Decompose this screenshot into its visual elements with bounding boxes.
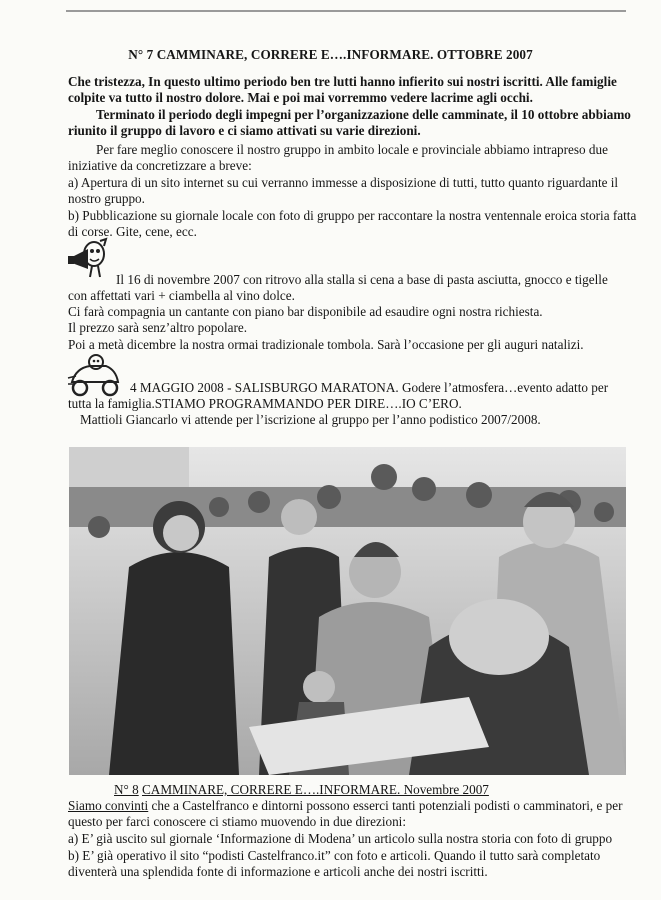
group-photo [69, 447, 626, 775]
dinner-line-2: con affettati vari + ciambella al vino dolce. [68, 288, 295, 303]
top-rule [66, 10, 626, 12]
section-8-intro [68, 798, 644, 831]
item-a-website: a) Apertura di un sito internet su cui verranno immesse a disposizione di tutti, tutto quanto riguardante il nostro gruppo. [68, 175, 619, 207]
intro-bold-paragraph: Che tristezza, In questo ultimo periodo ben tre lutti hanno infierito sui nostri iscritti. Alle famiglie colpite va tutto il nostro dolore. Mai e poi mai vorremmo vedere lacrime agli occhi. [68, 74, 617, 106]
dinner-line-3: Ci farà compagnia un cantante con piano bar disponibile ad esaudire ogni nostra richiesta. [68, 304, 543, 319]
convinti-underlined: Siamo convinti [68, 798, 149, 813]
para-initiatives: Per fare meglio conoscere il nostro gruppo in ambito locale e provinciale abbiamo intrapreso due iniziative da concretizzare a breve: [68, 142, 608, 174]
section-8-item-b: b) E’ già operativo il sito “podisti Castelfranco.it” con foto e articoli. Quando il tutto sarà completato diventerà una splendida fonte di informazione e articoli anche dei nostri iscritti. [68, 848, 601, 880]
marathon-line-2: tutta la famiglia.STIAMO PROGRAMMANDO PER DIRE….IO C’ERO. [68, 396, 462, 411]
dinner-line-1: Il 16 di novembre 2007 con ritrovo alla stalla si cena a base di pasta asciutta, gnocco e tigelle [116, 272, 608, 287]
intro-bold-paragraph-2: Terminato il periodo degli impegni per l’organizzazione delle camminate, il 10 ottobre abbiamo riunito il gruppo di lavoro e ci siamo attivati su varie direzioni. [68, 107, 631, 139]
dinner-line-4: Il prezzo sarà senz’altro popolare. [68, 320, 248, 335]
section-8-title-text: CAMMINARE, CORRERE E….INFORMARE. Novembre 2007 [142, 782, 489, 797]
dinner-line-5: Poi a metà dicembre la nostra ormai tradizionale tombola. Sarà l’occasione per gli auguri natalizi. [68, 337, 584, 352]
section-8-number: N° 8 [114, 782, 139, 797]
section-8-intro-rest: che a Castelfranco e dintorni possono esserci tanti potenziali podisti o camminatori, e per questo per farci conoscere ci stiamo muovendo in due direzioni: [68, 798, 623, 830]
section-7-title: N° 7 CAMMINARE, CORRERE E….INFORMARE. OTTOBRE 2007 [128, 47, 533, 62]
marathon-line-1: 4 MAGGIO 2008 - SALISBURGO MARATONA. Godere l’atmosfera…evento adatto per [130, 380, 609, 395]
marathon-line-3: Mattioli Giancarlo vi attende per l’iscrizione al gruppo per l’anno podistico 2007/2008. [80, 412, 541, 427]
section-8-title [114, 782, 489, 798]
item-b-newspaper: b) Pubblicazione su giornale locale con foto di gruppo per raccontare la nostra ventennale eroica storia fatta di corse. Gite, cene, ecc. [68, 208, 637, 240]
megaphone-icon [66, 237, 114, 284]
section-8-item-a: a) E’ già uscito sul giornale ‘Informazione di Modena’ un articolo sulla nostra storia con foto di gruppo [68, 831, 613, 846]
